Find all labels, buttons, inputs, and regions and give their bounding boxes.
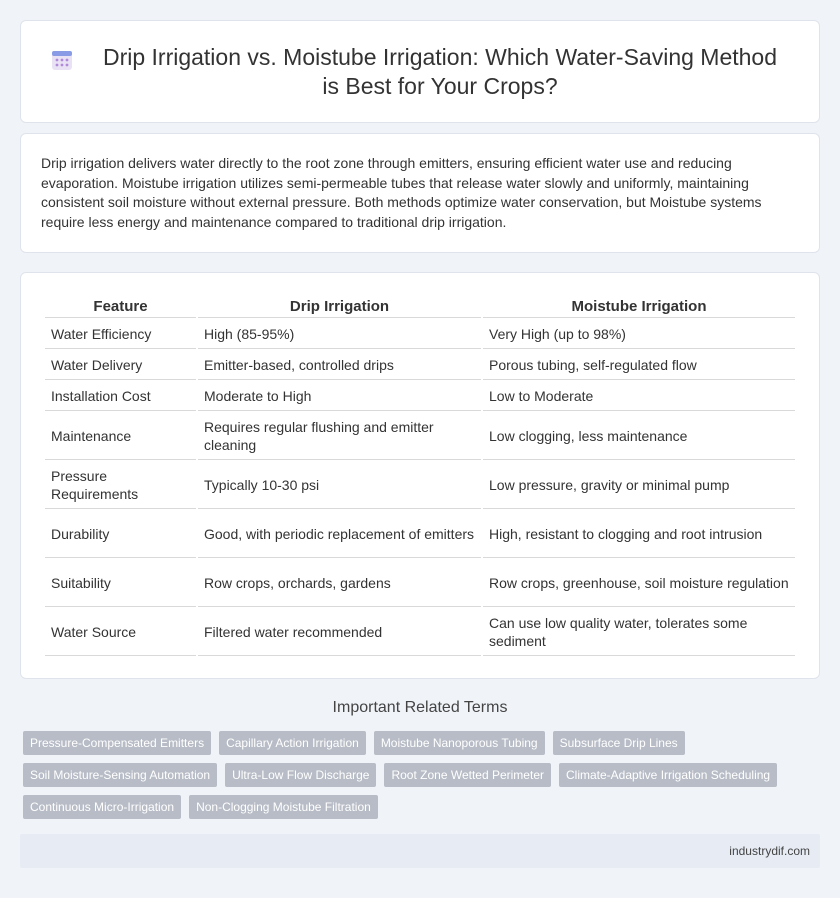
table-row [45,320,795,349]
intro-card [20,133,820,253]
footer [20,834,820,868]
column-header-feature: Feature [45,295,196,318]
feature-cell: Durability [45,511,196,558]
table-header-row [45,295,795,318]
drip-cell: Good, with periodic replacement of emitters [198,511,481,558]
term-tag[interactable]: Capillary Action Irrigation [219,731,366,755]
drip-cell: High (85-95%) [198,320,481,349]
moistube-cell: Can use low quality water, tolerates some sediment [483,609,795,656]
feature-cell: Water Efficiency [45,320,196,349]
moistube-cell: Low pressure, gravity or minimal pump [483,462,795,509]
column-header-drip: Drip Irrigation [198,295,481,318]
term-tag[interactable]: Non-Clogging Moistube Filtration [189,795,378,819]
term-tag[interactable]: Moistube Nanoporous Tubing [374,731,545,755]
page-title: Drip Irrigation vs. Moistube Irrigation: Which Water-Saving Method is Best for Your Crops? [102,43,778,99]
feature-cell: Maintenance [45,413,196,460]
table-row [45,511,795,558]
moistube-cell: Porous tubing, self-regulated flow [483,351,795,380]
moistube-cell: Very High (up to 98%) [483,320,795,349]
moistube-cell: Low to Moderate [483,382,795,411]
table-row [45,351,795,380]
term-tag[interactable]: Root Zone Wetted Perimeter [384,763,551,787]
feature-cell: Water Source [45,609,196,656]
term-tag[interactable]: Subsurface Drip Lines [553,731,685,755]
column-header-moistube: Moistube Irrigation [483,295,795,318]
comparison-card [20,272,820,679]
term-tag[interactable]: Ultra-Low Flow Discharge [225,763,376,787]
term-tag[interactable]: Climate-Adaptive Irrigation Scheduling [559,763,777,787]
feature-cell: Water Delivery [45,351,196,380]
term-tag[interactable]: Soil Moisture-Sensing Automation [23,763,217,787]
drip-cell: Requires regular flushing and emitter cleaning [198,413,481,460]
table-row [45,382,795,411]
comparison-table [43,293,797,658]
moistube-cell: Row crops, greenhouse, soil moisture regulation [483,560,795,607]
table-row [45,609,795,656]
footer-site[interactable]: industrydif.com [729,844,810,858]
feature-cell: Suitability [45,560,196,607]
term-tag[interactable]: Continuous Micro-Irrigation [23,795,181,819]
title-card [20,20,820,123]
table-row [45,462,795,509]
moistube-cell: Low clogging, less maintenance [483,413,795,460]
feature-cell: Installation Cost [45,382,196,411]
related-terms-heading: Important Related Terms [332,699,508,716]
related-terms-list [23,731,813,827]
drip-cell: Typically 10-30 psi [198,462,481,509]
intro-paragraph: Drip irrigation delivers water directly to the root zone through emitters, ensuring efficient water use and reducing evaporation. Moistube irrigation utilizes semi-permeable tubes that release water slowly and uniformly, maintaining consistent soil moisture without external pressure. Both methods optimize water conservation, but Moistube systems require less energy and maintenance compared to traditional drip irrigation. [41,155,762,230]
drip-cell: Filtered water recommended [198,609,481,656]
feature-cell: Pressure Requirements [45,462,196,509]
drip-cell: Row crops, orchards, gardens [198,560,481,607]
drip-cell: Emitter-based, controlled drips [198,351,481,380]
table-row [45,560,795,607]
term-tag[interactable]: Pressure-Compensated Emitters [23,731,211,755]
table-row [45,413,795,460]
moistube-cell: High, resistant to clogging and root intrusion [483,511,795,558]
drip-cell: Moderate to High [198,382,481,411]
